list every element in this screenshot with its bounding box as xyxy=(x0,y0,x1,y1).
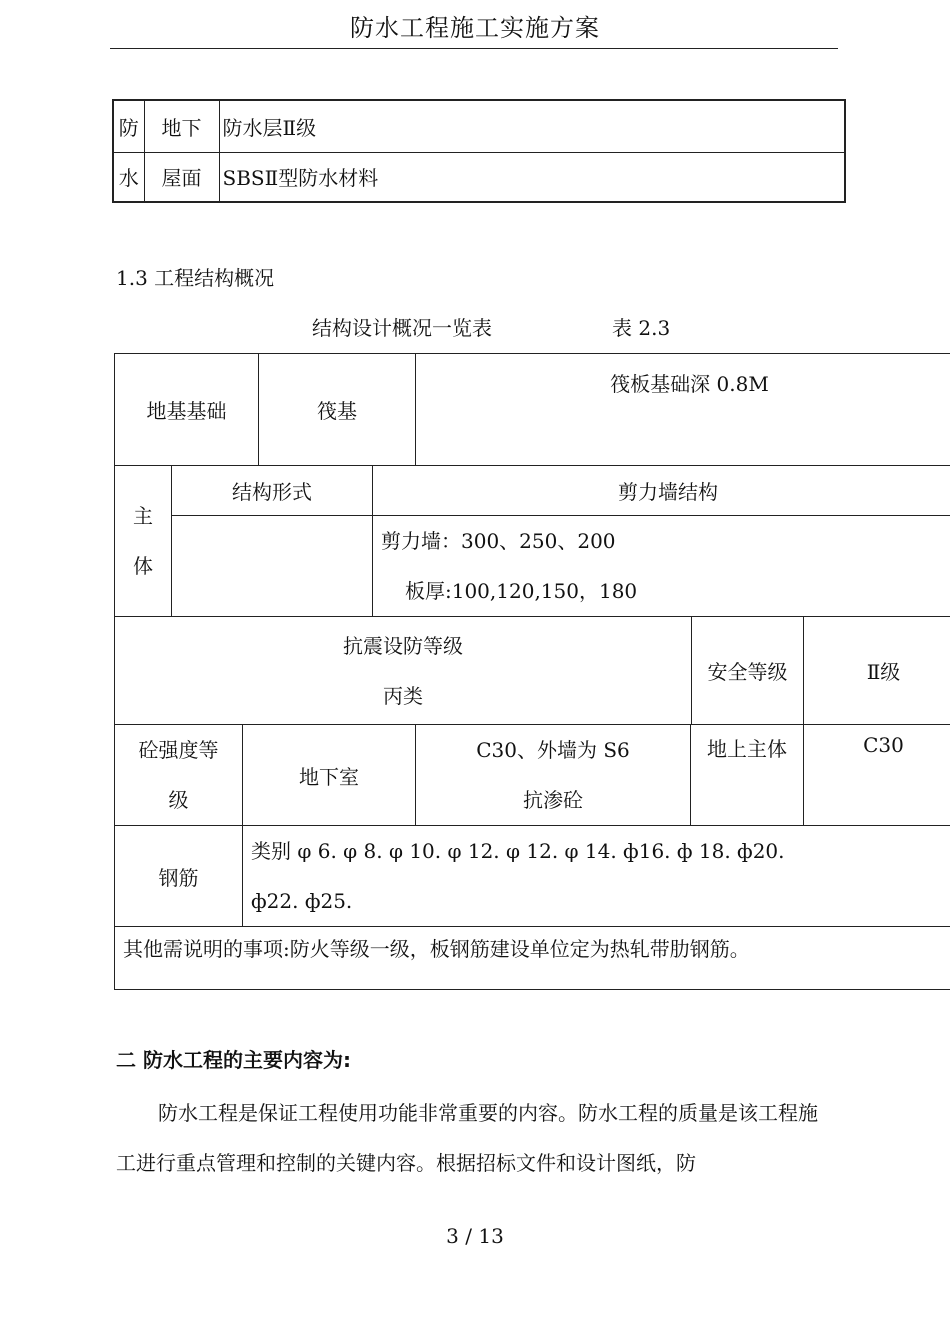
wall-thickness-cell: 剪力墙：300、250、200 板厚:100,120,150，180 xyxy=(373,516,950,617)
waterproof-table xyxy=(112,99,846,203)
rebar-label: 钢筋 xyxy=(115,826,243,927)
structure-table xyxy=(114,353,950,990)
waterproof-category-top: 防 xyxy=(113,100,144,152)
safety-level-value: Ⅱ级 xyxy=(804,617,950,725)
above-ground-value: C30 xyxy=(804,725,950,826)
section-heading: 1.3 工程结构概况 xyxy=(116,266,275,290)
empty-cell xyxy=(172,516,373,617)
main-body-label: 主 体 xyxy=(115,466,172,617)
body-paragraph: 防水工程是保证工程使用功能非常重要的内容。防水工程的质量是该工程施工进行重点管理和控制的关键内容。根据招标文件和设计图纸，防 xyxy=(116,1101,818,1175)
waterproof-value: SBSⅡ型防水材料 xyxy=(219,152,845,202)
foundation-type: 筏基 xyxy=(259,354,416,466)
structure-form-label: 结构形式 xyxy=(172,466,373,516)
basement-label: 地下室 xyxy=(243,725,416,826)
foundation-detail: 筏板基础深 0.8M xyxy=(416,354,950,466)
concrete-grade-label: 砼强度等 级 xyxy=(115,725,243,826)
notes-cell: 其他需说明的事项:防火等级一级，板钢筋建设单位定为热轧带肋钢筋。 xyxy=(115,927,950,990)
waterproof-category-bottom: 水 xyxy=(113,152,144,202)
foundation-label: 地基基础 xyxy=(115,354,259,466)
header-rule xyxy=(110,48,838,49)
table-number: 表 2.3 xyxy=(612,316,671,340)
rebar-types: 类别 φ 6. φ 8. φ 10. φ 12. φ 12. φ 14. ф16. ф 18. ф20. ф22. ф25. xyxy=(243,826,950,927)
page-number: 3 / 13 xyxy=(446,1224,504,1248)
above-ground-label: 地上主体 xyxy=(691,725,804,826)
basement-concrete-value: C30、外墙为 S6 抗渗砼 xyxy=(416,725,691,826)
table-caption: 结构设计概况一览表 xyxy=(312,316,492,340)
waterproof-part: 屋面 xyxy=(144,152,219,202)
seismic-cell: 抗震设防等级 丙类 xyxy=(115,617,692,725)
safety-level-label: 安全等级 xyxy=(692,617,804,725)
waterproof-part: 地下 xyxy=(144,100,219,152)
structure-form-value: 剪力墙结构 xyxy=(373,466,950,516)
section-heading: 二 防水工程的主要内容为: xyxy=(116,1048,351,1072)
page-header-title: 防水工程施工实施方案 xyxy=(350,14,600,42)
waterproof-value: 防水层Ⅱ级 xyxy=(219,100,845,152)
